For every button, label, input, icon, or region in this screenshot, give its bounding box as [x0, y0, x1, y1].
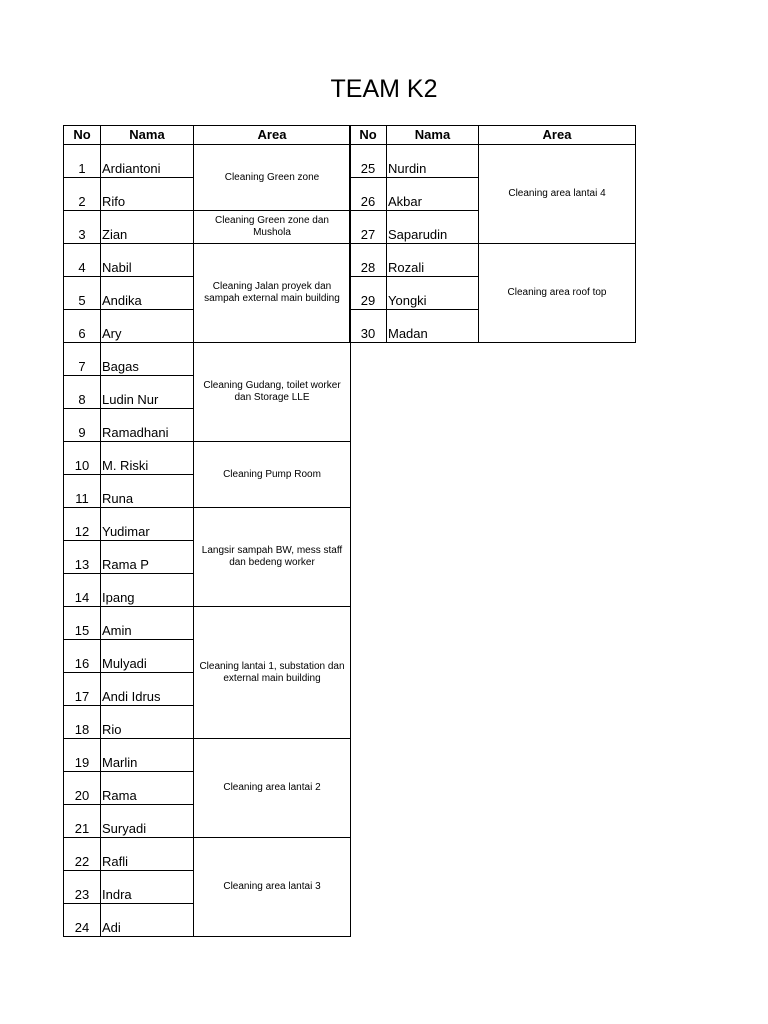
cell-nama: Ipang: [101, 574, 194, 607]
table-row: [64, 244, 351, 277]
team-table-right: [349, 125, 636, 343]
table-row: [64, 145, 351, 178]
cell-area: [194, 211, 351, 244]
cell-nama: Rafli: [101, 838, 194, 871]
cell-no: 13: [64, 541, 101, 574]
table-row: [64, 343, 351, 376]
cell-nama: Amin: [101, 607, 194, 640]
cell-no: 5: [64, 277, 101, 310]
cell-no: 25: [350, 145, 387, 178]
cell-area: [194, 244, 351, 343]
cell-no: 24: [64, 904, 101, 937]
cell-no: 7: [64, 343, 101, 376]
cell-nama: Akbar: [387, 178, 479, 211]
cell-no: 9: [64, 409, 101, 442]
table-row: [64, 838, 351, 871]
cell-nama: Ary: [101, 310, 194, 343]
table-row: [64, 607, 351, 640]
cell-no: 6: [64, 310, 101, 343]
area-text: Cleaning lantai 1, substation dan external main building: [199, 660, 345, 684]
cell-area: [479, 145, 636, 244]
cell-nama: Suryadi: [101, 805, 194, 838]
cell-area: [194, 508, 351, 607]
cell-nama: Rozali: [387, 244, 479, 277]
cell-area: [194, 343, 351, 442]
cell-no: 8: [64, 376, 101, 409]
cell-nama: Ramadhani: [101, 409, 194, 442]
area-text: Cleaning area roof top: [507, 287, 607, 298]
table-body-left: [64, 145, 351, 937]
cell-no: 22: [64, 838, 101, 871]
cell-nama: Rama: [101, 772, 194, 805]
table-row: [64, 211, 351, 244]
cell-no: 14: [64, 574, 101, 607]
area-text: Cleaning area lantai 4: [508, 188, 606, 199]
cell-no: 18: [64, 706, 101, 739]
table-row: [64, 739, 351, 772]
cell-no: 29: [350, 277, 387, 310]
table-row: [350, 145, 636, 178]
cell-no: 11: [64, 475, 101, 508]
cell-no: 10: [64, 442, 101, 475]
cell-no: 15: [64, 607, 101, 640]
cell-area: [194, 739, 351, 838]
table-header-row: [350, 126, 636, 145]
area-text: Cleaning area lantai 2: [223, 782, 321, 793]
cell-nama: Madan: [387, 310, 479, 343]
area-text: Cleaning Pump Room: [223, 468, 321, 480]
cell-no: 23: [64, 871, 101, 904]
cell-no: 2: [64, 178, 101, 211]
header-no: No: [350, 126, 387, 145]
cell-nama: Nurdin: [387, 145, 479, 178]
header-nama: Nama: [101, 126, 194, 145]
table-row: [350, 244, 636, 277]
area-text: Cleaning area lantai 3: [223, 881, 321, 892]
cell-nama: Andika: [101, 277, 194, 310]
area-text: Langsir sampah BW, mess staff dan bedeng worker: [201, 545, 343, 568]
cell-nama: Marlin: [101, 739, 194, 772]
cell-nama: Yudimar: [101, 508, 194, 541]
cell-area: [194, 442, 351, 508]
team-table-left: [63, 125, 351, 937]
table-row: [64, 442, 351, 475]
cell-nama: Yongki: [387, 277, 479, 310]
cell-area: [479, 244, 636, 343]
cell-nama: Saparudin: [387, 211, 479, 244]
cell-nama: Bagas: [101, 343, 194, 376]
area-text: Cleaning Gudang, toilet worker dan Storage LLE: [203, 380, 341, 403]
cell-no: 17: [64, 673, 101, 706]
header-area: Area: [479, 126, 636, 145]
cell-nama: Ludin Nur: [101, 376, 194, 409]
cell-no: 16: [64, 640, 101, 673]
cell-nama: Nabil: [101, 244, 194, 277]
area-text: Cleaning Green zone: [224, 171, 320, 183]
cell-no: 12: [64, 508, 101, 541]
cell-no: 30: [350, 310, 387, 343]
header-nama: Nama: [387, 126, 479, 145]
cell-no: 1: [64, 145, 101, 178]
page-title: TEAM K2: [330, 75, 438, 103]
cell-nama: Runa: [101, 475, 194, 508]
cell-no: 21: [64, 805, 101, 838]
cell-area: [194, 607, 351, 739]
table-header-row: [64, 126, 351, 145]
cell-no: 20: [64, 772, 101, 805]
cell-nama: Ardiantoni: [101, 145, 194, 178]
cell-nama: Rio: [101, 706, 194, 739]
table-row: [64, 508, 351, 541]
header-area: Area: [194, 126, 351, 145]
cell-nama: Rifo: [101, 178, 194, 211]
cell-no: 3: [64, 211, 101, 244]
cell-area: [194, 838, 351, 937]
cell-nama: Zian: [101, 211, 194, 244]
area-text: Cleaning Green zone dan Mushola: [215, 215, 329, 238]
area-text: Cleaning Jalan proyek dan sampah external main building: [204, 281, 340, 304]
cell-nama: Mulyadi: [101, 640, 194, 673]
cell-nama: Indra: [101, 871, 194, 904]
cell-no: 27: [350, 211, 387, 244]
cell-no: 28: [350, 244, 387, 277]
cell-no: 19: [64, 739, 101, 772]
cell-nama: M. Riski: [101, 442, 194, 475]
cell-no: 4: [64, 244, 101, 277]
cell-no: 26: [350, 178, 387, 211]
cell-nama: Rama P: [101, 541, 194, 574]
header-no: No: [64, 126, 101, 145]
cell-nama: Adi: [101, 904, 194, 937]
cell-nama: Andi Idrus: [101, 673, 194, 706]
table-body-right: [350, 145, 636, 343]
cell-area: [194, 145, 351, 211]
